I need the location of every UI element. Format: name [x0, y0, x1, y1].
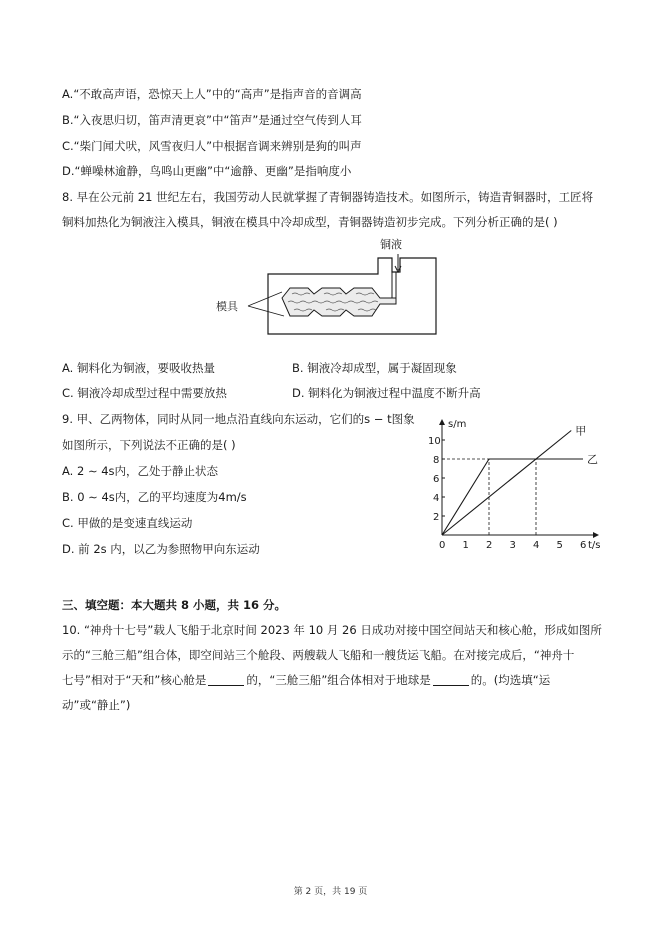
q7-option-c: C.“柴门闻犬吠，风雪夜归人”中根据音调来辨别是狗的叫声	[62, 139, 362, 153]
q9-option-d: D. 前 2s 内，以乙为参照物甲向东运动	[62, 542, 260, 556]
x-tick-label-6: 6	[580, 540, 587, 551]
q7-option-a: A.“不敢高声语，恐惊天上人”中的“高声”是指声音的音调高	[62, 87, 362, 101]
mold-figure	[210, 234, 450, 340]
liquid-label: 铜液	[380, 238, 402, 251]
q10-line1: 10. “神舟十七号”载人飞船于北京时间 2023 年 10 月 26 日成功对接中国空间站天和核心舱，形成如图所	[62, 623, 602, 637]
q8-stem-line2: 铜料加热化为铜液注入模具，铜液在模具中冷却成型，青铜器铸造初步完成。下列分析正确的是( )	[62, 215, 558, 229]
q9-option-c: C. 甲做的是变速直线运动	[62, 516, 193, 530]
q9-stem-line2: 如图所示，下列说法不正确的是( )	[62, 438, 236, 452]
mold-pointer	[248, 292, 284, 316]
q10-line4: 动”或“静止”)	[62, 698, 131, 712]
x-tick-label-5: 5	[556, 540, 563, 551]
q10-line3	[62, 672, 550, 688]
mold-cavity	[282, 288, 396, 316]
st-chart	[420, 414, 610, 554]
y-tick-label-2: 6	[433, 474, 440, 485]
q8-option-a: A. 铜料化为铜液，要吸收热量	[62, 361, 215, 375]
liquid-channel	[392, 272, 396, 298]
y-tick-label-0: 2	[433, 512, 440, 523]
mold-label: 模具	[216, 300, 238, 313]
x-tick-label-1: 1	[462, 540, 469, 551]
page-footer: 第 2 页，共 19 页	[293, 887, 368, 897]
q8-stem-line1: 8. 早在公元前 21 世纪左右，我国劳动人民就掌握了青铜器铸造技术。如图所示，铸造青铜器时，工匠将	[62, 190, 594, 204]
q9-stem-line1: 9. 甲、乙两物体，同时从同一地点沿直线向东运动，它们的s − t图象	[62, 412, 415, 426]
y-tick-label-4: 10	[428, 436, 441, 447]
series-line-1	[442, 459, 583, 535]
q8-option-b: B. 铜液冷却成型，属于凝固现象	[292, 361, 457, 375]
q8-option-c: C. 铜液冷却成型过程中需要放热	[62, 386, 227, 400]
q10-line3-part1: 七号”相对于“天和”核心舱是	[62, 673, 207, 687]
x-tick-label-3: 3	[509, 540, 516, 551]
q10-line2: 示的“三舱三船”组合体，即空间站三个舱段、两艘载人飞船和一艘货运飞船。在对接完成后，“神舟十	[62, 648, 575, 662]
x-tick-label-4: 4	[533, 540, 540, 551]
q10-line3-part3: 的。(均选填“运	[470, 673, 551, 687]
series-line-0	[442, 431, 571, 536]
q9-option-a: A. 2 ∼ 4s内，乙处于静止状态	[62, 464, 219, 478]
y-tick-label-1: 4	[433, 493, 440, 504]
answer-blank-2[interactable]	[433, 673, 469, 686]
q10-line3-part2: 的，“三舱三船”组合体相对于地球是	[246, 673, 431, 687]
q7-option-b: B.“入夜思归切，笛声清更哀”中“笛声”是通过空气传到人耳	[62, 113, 362, 127]
q8-option-d: D. 铜料化为铜液过程中温度不断升高	[292, 386, 481, 400]
x-tick-label-0: 0	[439, 540, 446, 551]
section-heading: 三、填空题：本大题共 8 小题，共 16 分。	[62, 598, 287, 612]
series-label-0: 甲	[575, 424, 587, 438]
q9-option-b: B. 0 ∼ 4s内，乙的平均速度为4m/s	[62, 490, 247, 504]
y-axis-label: s/m	[448, 419, 467, 430]
x-axis-label: t/s	[588, 540, 601, 551]
series-label-1: 乙	[587, 453, 598, 466]
answer-blank-1[interactable]	[208, 673, 244, 686]
q7-option-d: D.“蝉噪林逾静，鸟鸣山更幽”中“逾静、更幽”是指响度小	[62, 164, 352, 178]
x-tick-label-2: 2	[486, 540, 493, 551]
y-tick-label-3: 8	[433, 455, 440, 466]
